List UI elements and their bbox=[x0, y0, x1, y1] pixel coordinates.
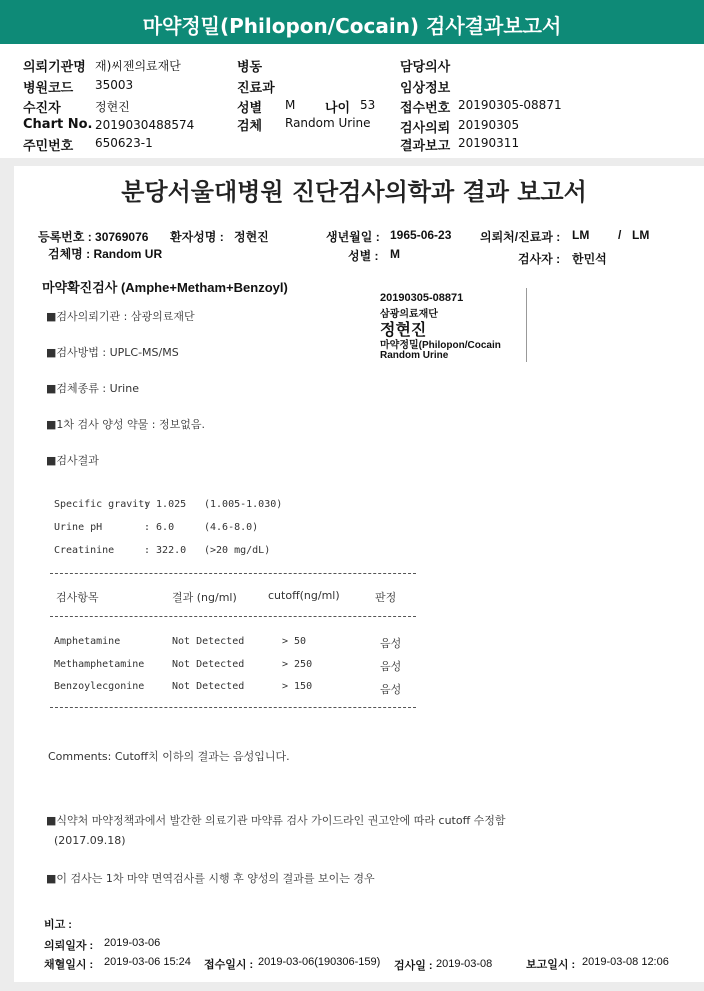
request-date: 2019-03-06 bbox=[104, 937, 161, 949]
info-label: 접수번호 bbox=[400, 101, 451, 116]
info-label: 진료과 bbox=[237, 81, 275, 96]
request-date-label: 의뢰일자 : bbox=[44, 940, 94, 952]
sex-label: 성별 : bbox=[348, 249, 379, 263]
info-label: Chart No. bbox=[23, 117, 93, 132]
dept-value: LM bbox=[632, 228, 650, 242]
registration-number: 등록번호 : 30769076 bbox=[38, 230, 149, 244]
info-label: 검체 bbox=[237, 119, 263, 134]
tester-name: 한민석 bbox=[572, 252, 607, 266]
table-header: cutoff(ng/ml) bbox=[268, 589, 340, 602]
test-date-label: 검사일 : bbox=[394, 960, 433, 972]
info-label: 성별 bbox=[237, 101, 263, 116]
info-value: 20190305 bbox=[458, 118, 520, 132]
patient-name-label: 환자성명 : bbox=[170, 230, 224, 244]
info-value: Random Urine bbox=[285, 116, 371, 130]
table-cell: 음성 bbox=[380, 683, 402, 696]
urine-param-value: : 322.0 bbox=[144, 545, 187, 556]
info-value: M bbox=[285, 98, 296, 112]
info-label: 나이 bbox=[325, 101, 351, 116]
info-label: 수진자 bbox=[23, 101, 61, 116]
sex-value: M bbox=[390, 247, 400, 261]
divider bbox=[50, 616, 416, 617]
table-cell: 음성 bbox=[380, 637, 402, 650]
table-cell: Not Detected bbox=[172, 636, 245, 647]
section-line: ■검체종류 : Urine bbox=[46, 382, 139, 395]
receipt-datetime: 2019-03-06(190306-159) bbox=[258, 956, 381, 968]
dept-label: 의뢰처/진료과 : bbox=[480, 230, 561, 244]
test-date: 2019-03-08 bbox=[436, 958, 493, 970]
collect-label: 채혈일시 : bbox=[44, 959, 94, 971]
urine-param-ref: (4.6-8.0) bbox=[204, 522, 259, 533]
sticker-line: Random Urine bbox=[380, 350, 449, 361]
sticker-line: 정현진 bbox=[380, 322, 427, 339]
specimen-name: 검체명 : Random UR bbox=[48, 247, 163, 261]
document-title: 분당서울대병원 진단검사의학과 결과 보고서 bbox=[121, 178, 587, 206]
section-line: ■1차 검사 양성 약물 : 정보없음. bbox=[46, 418, 205, 431]
dept-separator: / bbox=[618, 228, 622, 242]
table-cell: > 250 bbox=[282, 659, 313, 670]
note-line: ■식약처 마약정책과에서 발간한 의료기관 마약류 검사 가이드라인 권고안에 따라 cutoff 수정함 bbox=[46, 814, 506, 827]
info-label: 검사의뢰 bbox=[400, 121, 451, 136]
dept-value: LM bbox=[572, 228, 590, 242]
dob-value: 1965-06-23 bbox=[390, 228, 452, 242]
table-cell: Not Detected bbox=[172, 659, 245, 670]
info-label: 병원코드 bbox=[23, 81, 74, 96]
table-cell: Methamphetamine bbox=[54, 659, 145, 670]
section-line: ■검사결과 bbox=[46, 454, 99, 467]
info-value: 20190305-08871 bbox=[458, 98, 562, 112]
info-label: 임상정보 bbox=[400, 81, 451, 96]
note-line: (2017.09.18) bbox=[54, 834, 126, 847]
table-header: 판정 bbox=[375, 591, 397, 604]
sticker-line: 20190305-08871 bbox=[380, 292, 464, 304]
urine-param-name: Specific gravity bbox=[54, 499, 151, 510]
urine-param-name: Creatinine bbox=[54, 545, 115, 556]
info-value: 재)씨젠의료재단 bbox=[95, 59, 181, 73]
receipt-label: 접수일시 : bbox=[204, 959, 254, 971]
dob-label: 생년월일 : bbox=[326, 230, 380, 244]
section-line: ■검사의뢰기관 : 삼광의료재단 bbox=[46, 310, 195, 323]
info-label: 결과보고 bbox=[400, 139, 451, 154]
section-line: ■검사방법 : UPLC-MS/MS bbox=[46, 346, 179, 359]
collect-datetime: 2019-03-06 15:24 bbox=[104, 956, 191, 968]
urine-param-value: : 1.025 bbox=[144, 499, 187, 510]
table-header: 검사항목 bbox=[56, 591, 99, 604]
report-header-bar bbox=[0, 0, 704, 48]
remark-label: 비고 : bbox=[44, 919, 72, 931]
urine-param-value: : 6.0 bbox=[144, 522, 175, 533]
urine-param-ref: (>20 mg/dL) bbox=[204, 545, 271, 556]
report-datetime: 2019-03-08 12:06 bbox=[582, 956, 669, 968]
divider bbox=[50, 573, 416, 574]
info-value: 35003 bbox=[95, 78, 134, 92]
info-value: 정현진 bbox=[95, 100, 130, 114]
patient-info-panel bbox=[0, 48, 704, 158]
table-cell: > 50 bbox=[282, 636, 307, 647]
lab-report-document bbox=[14, 166, 704, 982]
info-label: 병동 bbox=[237, 60, 263, 75]
patient-name: 정현진 bbox=[234, 230, 269, 244]
info-value: 2019030488574 bbox=[95, 118, 195, 132]
info-value: 650623-1 bbox=[95, 136, 153, 150]
info-label: 담당의사 bbox=[400, 60, 451, 75]
report-title: 마약정밀(Philopon/Cocain) 검사결과보고서 bbox=[142, 14, 562, 38]
info-label: 의뢰기관명 bbox=[23, 60, 86, 75]
divider bbox=[50, 707, 416, 708]
sticker-line: 마약정밀(Philopon/Cocain bbox=[380, 340, 501, 351]
urine-param-ref: (1.005-1.030) bbox=[204, 499, 283, 510]
tester-label: 검사자 : bbox=[518, 252, 561, 266]
test-name: 마약확진검사 (Amphe+Metham+Benzoyl) bbox=[42, 280, 288, 295]
comments: Comments: Cutoff치 이하의 결과는 음성입니다. bbox=[48, 750, 290, 763]
table-cell: 음성 bbox=[380, 660, 402, 673]
info-value: 20190311 bbox=[458, 136, 520, 150]
report-date-label: 보고일시 : bbox=[526, 959, 576, 971]
table-cell: Amphetamine bbox=[54, 636, 121, 647]
table-header: 결과 (ng/ml) bbox=[172, 591, 237, 604]
note-line: ■이 검사는 1차 마약 면역검사를 시행 후 양성의 결과를 보이는 경우 bbox=[46, 872, 375, 885]
urine-param-name: Urine pH bbox=[54, 522, 103, 533]
sticker-line: 삼광의료재단 bbox=[380, 309, 438, 320]
table-cell: Not Detected bbox=[172, 681, 245, 692]
info-label: 주민번호 bbox=[23, 139, 74, 154]
table-cell: > 150 bbox=[282, 681, 313, 692]
table-cell: Benzoylecgonine bbox=[54, 681, 145, 692]
info-value: 53 bbox=[360, 98, 376, 112]
